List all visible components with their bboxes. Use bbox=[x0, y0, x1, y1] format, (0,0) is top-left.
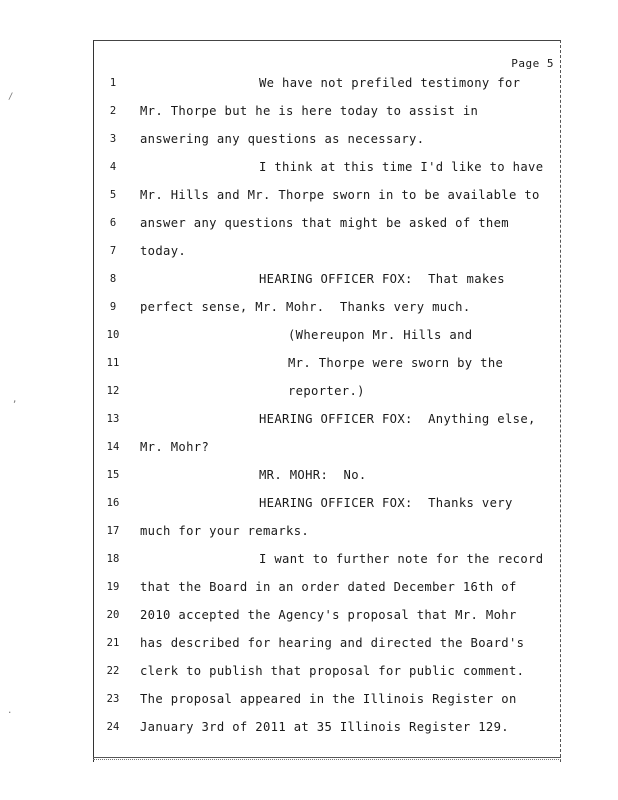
page-number: Page 5 bbox=[511, 57, 554, 70]
transcript-line: answer any questions that might be asked of them bbox=[140, 216, 509, 230]
transcript-line: answering any questions as necessary. bbox=[140, 132, 425, 146]
transcript-line: January 3rd of 2011 at 35 Illinois Register 129. bbox=[140, 720, 509, 734]
transcript-line: clerk to publish that proposal for public comment. bbox=[140, 664, 525, 678]
line-number: 14 bbox=[106, 441, 120, 453]
line-number: 21 bbox=[106, 637, 120, 649]
transcript-line: reporter.) bbox=[288, 384, 365, 398]
bottom-rule bbox=[93, 757, 561, 760]
line-number: 12 bbox=[106, 385, 120, 397]
transcript-line: Mr. Hills and Mr. Thorpe sworn in to be available to bbox=[140, 188, 540, 202]
scan-mark: , bbox=[12, 395, 18, 405]
line-number: 11 bbox=[106, 357, 120, 369]
transcript-line: Mr. Mohr? bbox=[140, 440, 210, 454]
line-number: 1 bbox=[109, 77, 117, 89]
transcript-line: today. bbox=[140, 244, 187, 258]
line-number: 15 bbox=[106, 469, 120, 481]
transcript-line: perfect sense, Mr. Mohr. Thanks very much. bbox=[140, 300, 471, 314]
scan-mark: . bbox=[7, 706, 13, 716]
transcript-line: that the Board in an order dated December 16th of bbox=[140, 580, 517, 594]
line-number: 18 bbox=[106, 553, 120, 565]
scan-mark: / bbox=[8, 92, 14, 102]
transcript-line: I want to further note for the record bbox=[259, 552, 544, 566]
transcript-line: 2010 accepted the Agency's proposal that Mr. Mohr bbox=[140, 608, 517, 622]
line-number: 24 bbox=[106, 721, 120, 733]
transcript-line: much for your remarks. bbox=[140, 524, 310, 538]
line-number: 8 bbox=[109, 273, 117, 285]
transcript-line: HEARING OFFICER FOX: Thanks very bbox=[259, 496, 513, 510]
transcript-line: HEARING OFFICER FOX: Anything else, bbox=[259, 412, 536, 426]
line-number: 7 bbox=[109, 245, 117, 257]
line-number: 5 bbox=[109, 189, 117, 201]
transcript-line: Mr. Thorpe but he is here today to assist in bbox=[140, 104, 479, 118]
transcript-line: I think at this time I'd like to have bbox=[259, 160, 544, 174]
line-number: 22 bbox=[106, 665, 120, 677]
line-number: 23 bbox=[106, 693, 120, 705]
line-number: 6 bbox=[109, 217, 117, 229]
transcript-page-frame bbox=[93, 40, 561, 762]
line-number: 3 bbox=[109, 133, 117, 145]
line-number: 16 bbox=[106, 497, 120, 509]
line-number: 4 bbox=[109, 161, 117, 173]
transcript-line: HEARING OFFICER FOX: That makes bbox=[259, 272, 505, 286]
line-number: 10 bbox=[106, 329, 120, 341]
line-number: 2 bbox=[109, 105, 117, 117]
line-number: 13 bbox=[106, 413, 120, 425]
transcript-line: Mr. Thorpe were sworn by the bbox=[288, 356, 504, 370]
line-number: 9 bbox=[109, 301, 117, 313]
transcript-line: MR. MOHR: No. bbox=[259, 468, 367, 482]
transcript-line: We have not prefiled testimony for bbox=[259, 76, 521, 90]
transcript-line: (Whereupon Mr. Hills and bbox=[288, 328, 473, 342]
transcript-line: has described for hearing and directed the Board's bbox=[140, 636, 525, 650]
line-number: 17 bbox=[106, 525, 120, 537]
line-number: 19 bbox=[106, 581, 120, 593]
line-number: 20 bbox=[106, 609, 120, 621]
transcript-line: The proposal appeared in the Illinois Register on bbox=[140, 692, 517, 706]
